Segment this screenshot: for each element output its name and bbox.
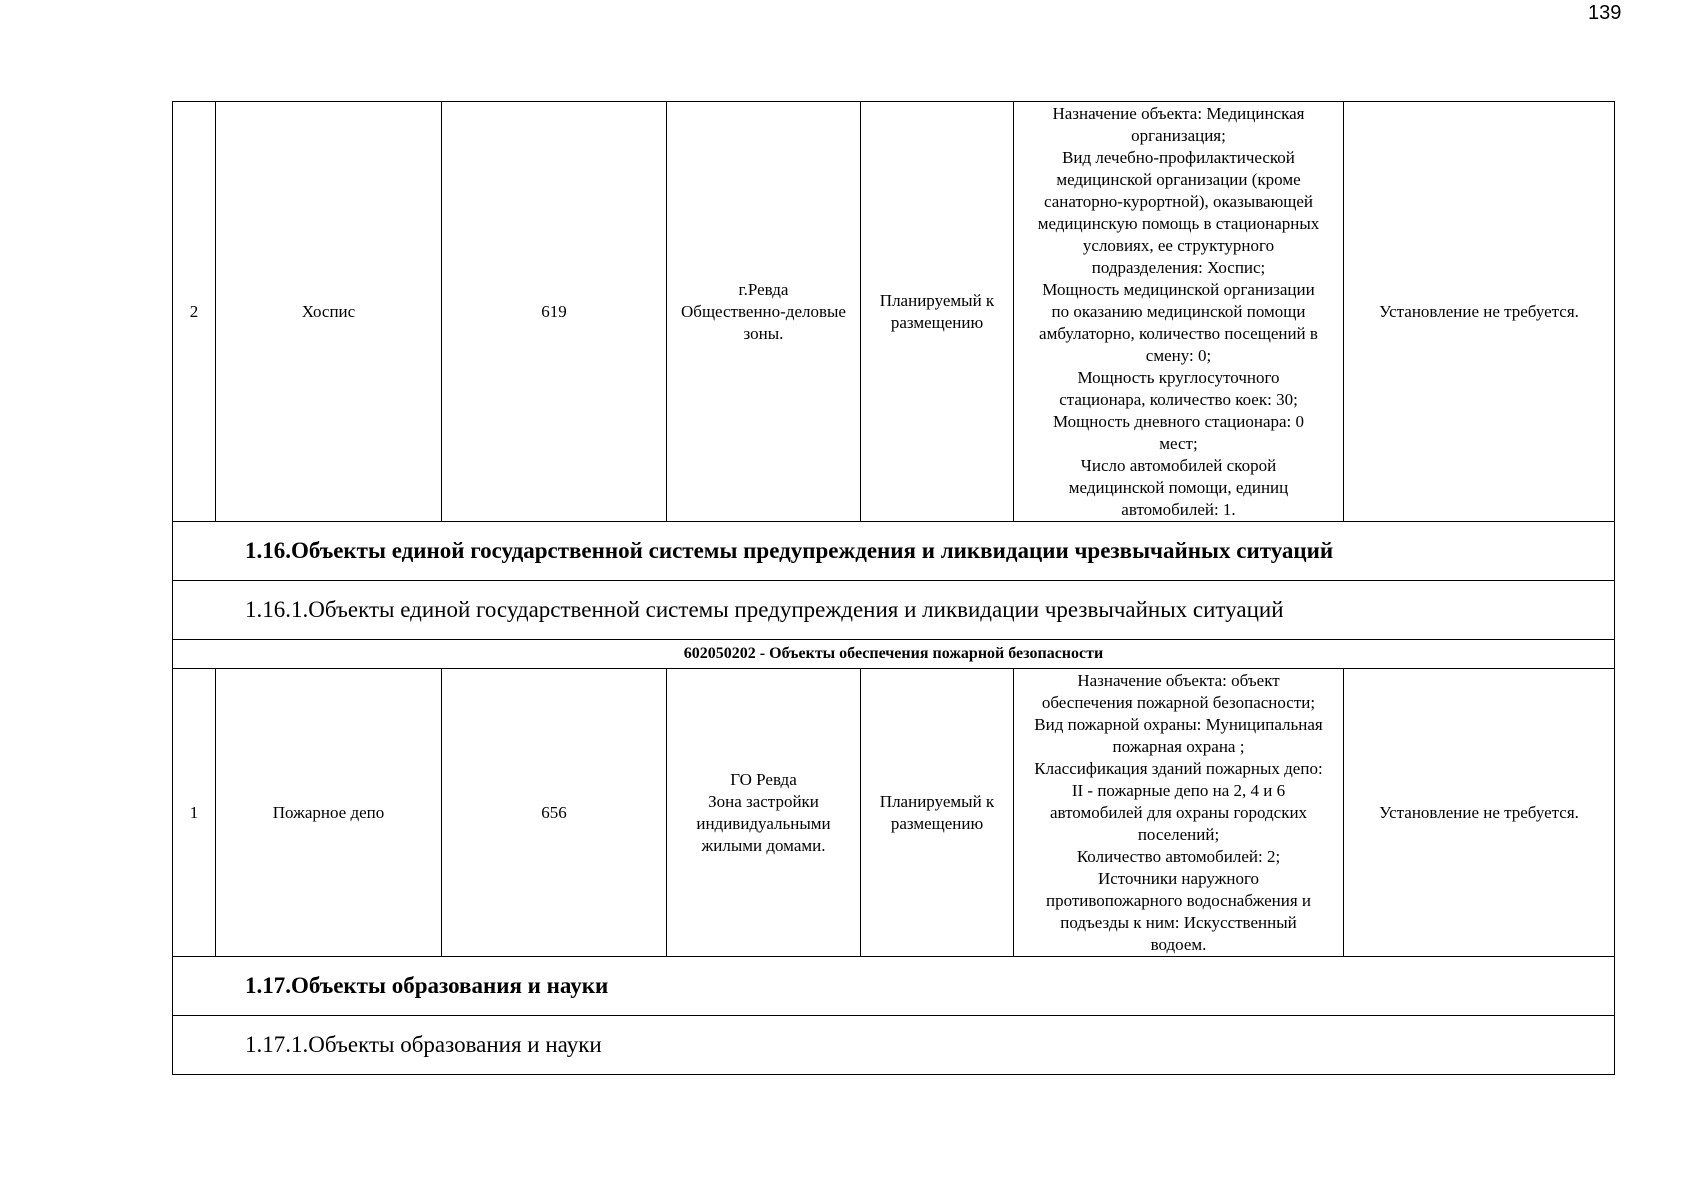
param-line: Мощность дневного стационара: 0 <box>1052 412 1305 431</box>
section-heading-row <box>173 957 1615 1016</box>
location-line: Зона застройки <box>708 791 819 811</box>
param-line: организация; <box>1131 126 1226 145</box>
param-line: противопожарного водоснабжения и <box>1045 891 1311 910</box>
zone-requirement: Установление не требуется. <box>1344 669 1615 957</box>
param-line: медицинской организации (кроме <box>1056 170 1301 189</box>
location-line: Общественно-деловые <box>681 301 846 321</box>
row-number: 1 <box>173 669 216 957</box>
subsection-heading: 1.17.1.Объекты образования и науки <box>173 1016 1615 1075</box>
code-header: 602050202 - Объекты обеспечения пожарной безопасности <box>173 640 1615 669</box>
param-line: мест; <box>1159 434 1198 453</box>
param-line: Источники наружного <box>1097 869 1260 888</box>
param-line: Мощность круглосуточного <box>1077 368 1280 387</box>
object-parameters <box>1014 102 1344 522</box>
param-line: стационара, количество коек: 30; <box>1059 390 1298 409</box>
table-row-hospice <box>173 102 1615 522</box>
object-status <box>861 102 1014 522</box>
location-line: зоны. <box>743 323 784 343</box>
location-line: г.Ревда <box>738 279 789 299</box>
param-line: подъезды к ним: Искусственный <box>1060 913 1297 932</box>
param-line: Количество автомобилей: 2; <box>1076 847 1281 866</box>
object-code: 656 <box>442 669 667 957</box>
subsection-heading-row <box>173 1016 1615 1075</box>
object-name: Хоспис <box>216 102 442 522</box>
row-number: 2 <box>173 102 216 522</box>
zone-requirement: Установление не требуется. <box>1344 102 1615 522</box>
object-parameters <box>1014 669 1344 957</box>
param-line: условиях, ее структурного <box>1082 236 1275 255</box>
section-heading: 1.16.Объекты единой государственной системы предупреждения и ликвидации чрезвычайных ситуаций <box>173 522 1615 581</box>
param-line: амбулаторно, количество посещений в <box>1039 324 1318 343</box>
table-row-fire-depot <box>173 669 1615 957</box>
location-line: индивидуальными <box>696 813 831 833</box>
param-line: автомобилей для охраны городских <box>1049 803 1308 822</box>
location-line: ГО Ревда <box>730 769 797 789</box>
param-line: II - пожарные депо на 2, 4 и 6 <box>1071 781 1286 800</box>
param-line: водоем. <box>1150 935 1207 954</box>
object-status <box>861 669 1014 957</box>
param-line: автомобилей: 1. <box>1121 500 1236 519</box>
location-line: жилыми домами. <box>701 835 826 855</box>
param-line: медицинской помощи, единиц <box>1068 478 1289 497</box>
param-line: Мощность медицинской организации <box>1042 280 1315 299</box>
param-line: санаторно-курортной), оказывающей <box>1043 192 1313 211</box>
code-header-row <box>173 640 1615 669</box>
subsection-heading: 1.16.1.Объекты единой государственной системы предупреждения и ликвидации чрезвычайных ситуаций <box>173 581 1615 640</box>
param-line: Вид лечебно-профилактической <box>1062 148 1295 167</box>
param-line: пожарная охрана ; <box>1112 737 1245 756</box>
param-line: Классификация зданий пожарных депо: <box>1034 759 1323 778</box>
param-line: Назначение объекта: Медицинская <box>1052 104 1305 123</box>
param-line: Число автомобилей скорой <box>1080 456 1277 475</box>
status-line: Планируемый к <box>879 791 995 811</box>
object-code: 619 <box>442 102 667 522</box>
object-location <box>667 669 861 957</box>
param-line: смену: 0; <box>1145 346 1212 365</box>
page-number: 139 <box>1588 2 1622 24</box>
param-line: по оказанию медицинской помощи <box>1051 302 1306 321</box>
param-line: поселений; <box>1137 825 1220 844</box>
status-line: Планируемый к <box>879 290 995 310</box>
status-line: размещению <box>890 312 984 332</box>
object-name: Пожарное депо <box>216 669 442 957</box>
param-line: медицинскую помощь в стационарных <box>1037 214 1320 233</box>
subsection-heading-row <box>173 581 1615 640</box>
param-line: подразделения: Хоспис; <box>1091 258 1266 277</box>
param-line: Вид пожарной охраны: Муниципальная <box>1034 715 1323 734</box>
param-line: Назначение объекта: объект <box>1077 671 1280 690</box>
status-line: размещению <box>890 813 984 833</box>
object-location <box>667 102 861 522</box>
param-line: обеспечения пожарной безопасности; <box>1041 693 1316 712</box>
objects-table <box>172 101 1615 1075</box>
section-heading: 1.17.Объекты образования и науки <box>173 957 1615 1016</box>
section-heading-row <box>173 522 1615 581</box>
